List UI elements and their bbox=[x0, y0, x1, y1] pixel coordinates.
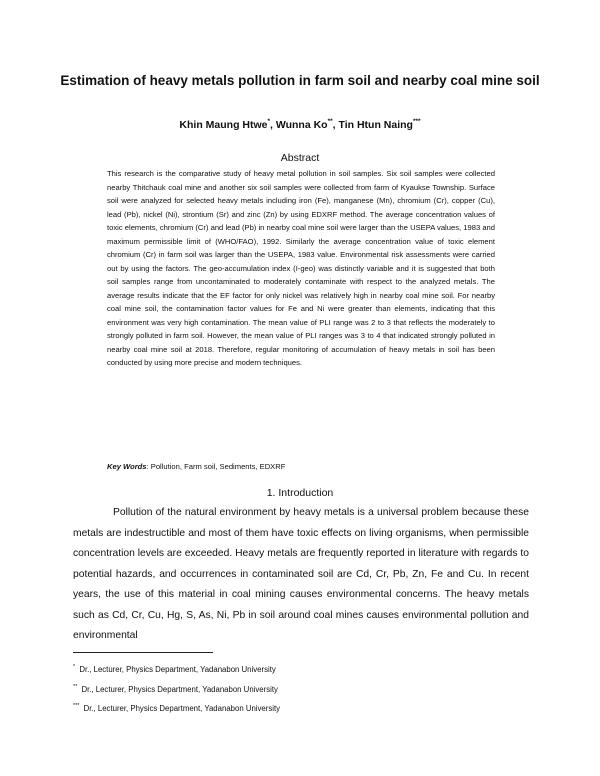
footnotes bbox=[73, 659, 533, 718]
footnote-item bbox=[73, 679, 533, 699]
author-name: Tin Htun Naing bbox=[338, 119, 413, 131]
footnote-item bbox=[73, 659, 533, 679]
footnote-divider bbox=[73, 652, 213, 653]
footnote-text: Dr., Lecturer, Physics Department, Yadanabon University bbox=[79, 665, 276, 674]
footnote-item bbox=[73, 698, 533, 718]
keywords-text: : Pollution, Farm soil, Sediments, EDXRF bbox=[146, 462, 286, 471]
footnote-text: Dr., Lecturer, Physics Department, Yadanabon University bbox=[81, 684, 278, 694]
footnote-mark: * bbox=[73, 664, 76, 670]
footnote-mark: *** bbox=[73, 703, 80, 709]
introduction-paragraph: Pollution of the natural environment by heavy metals is a universal problem because these metals are indestructible and most of them have toxic effects on living organisms, when permissible concentration levels are exceeded. Heavy metals are frequently reported in literature with regards to potential hazards, and occurrences in contaminated soil are Cd, Cr, Pb, Zn, Fe and Cu. In recent years, the use of this material in coal mining causes environmental concerns. The heavy metals such as Cd, Cr, Cu, Hg, S, As, Ni, Pb in soil around coal mines causes environmental pollution and environmental bbox=[73, 507, 529, 641]
keywords-label: Key Words bbox=[107, 462, 147, 471]
author-name: Wunna Ko bbox=[275, 119, 328, 131]
author-footnote-mark: ** bbox=[327, 118, 333, 125]
footnote-text: Dr., Lecturer, Physics Department, Yadanabon University bbox=[83, 704, 281, 713]
paper-title: Estimation of heavy metals pollution in farm soil and nearby coal mine soil bbox=[60, 73, 540, 88]
abstract-heading: Abstract bbox=[280, 152, 320, 164]
author-footnote-mark: * bbox=[267, 118, 271, 125]
keywords-line bbox=[107, 460, 495, 473]
footnote-mark: ** bbox=[73, 683, 78, 690]
author-list: Khin Maung Htwe*, Wunna Ko**, Tin Htun Naing*** bbox=[179, 118, 421, 131]
author-footnote-mark: *** bbox=[412, 118, 421, 125]
author-name: Khin Maung Htwe bbox=[179, 119, 268, 131]
section-heading-introduction: 1. Introduction bbox=[266, 487, 334, 499]
abstract-body: This research is the comparative study of heavy metal pollution in soil samples. Six soil samples were collected nearby Thitchauk coal mine and another six soil samples were collected from farm of Kyaukse Township. Surface soil were analyzed for selected heavy metals including iron (Fe), manganese (Mn), chromium (Cr), copper (Cu), lead (Pb), nickel (Ni), strontium (Sr) and zinc (Zn) by using EDXRF method. The average concentration values of toxic elements, chromium (Cr) and lead (Pb) in nearby coal mine soil were larger than the USEPA values, 1983 and maximum permissible limit of (WHO/FAO), 1992. Similarly the average concentration value of toxic element chromium (Cr) in farm soil was larger than the USEPA, 1983 value. Environmental risk assessments were carried out by using the factors. The geo-accumulation index (I-geo) was distinctly variable and it is suggested that both soil samples range from uncontaminated to moderately contaminate with respect to the analyzed metals. The average results indicate that the EF factor for only nickel was relatively high in nearby coal mine soil. For nearby coal mine soil, the contamination factor values for Fe and Ni were greater than elements, indicating that this environment was very high contamination. The mean value of PLI range was 2 to 3 that reflects the moderately to strongly polluted in farm soil. However, the mean value of PLI ranges was 3 to 4 that indicated strongly polluted in nearby coal mine soil at 2018. Therefore, regular monitoring of accumulation of heavy metals in soil has been conducted by using more precise and modern techniques. bbox=[107, 169, 495, 367]
